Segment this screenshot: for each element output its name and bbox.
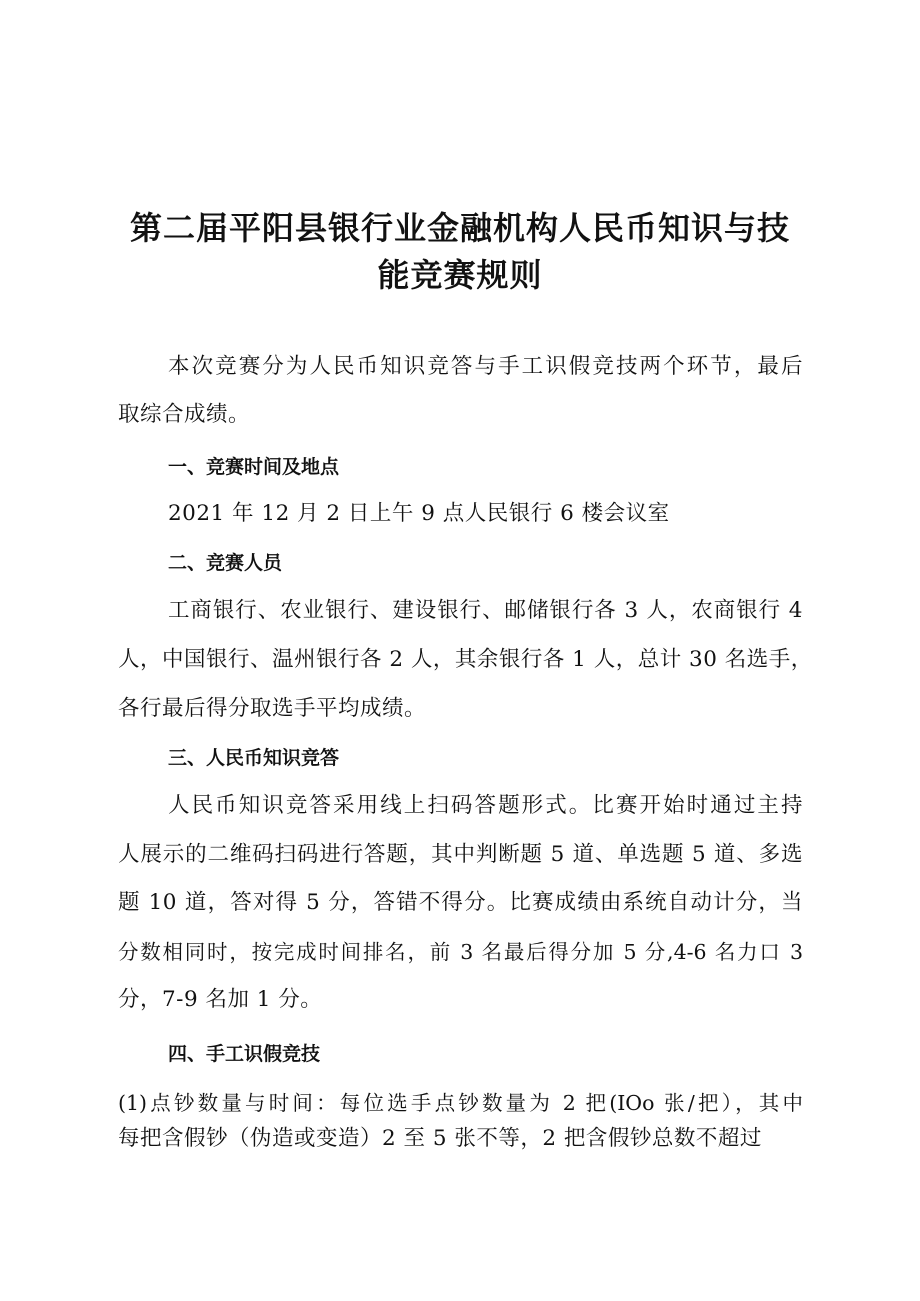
document-title-line-2: 能竞赛规则 <box>377 256 543 294</box>
document-title-line-1: 第二届平阳县银行业金融机构人民币知识与技 <box>129 209 790 247</box>
time-location-text: 2021 年 12 月 2 日上午 9 点人民银行 6 楼会议室 <box>168 501 670 526</box>
section-heading-time-location: 一、竞赛时间及地点 <box>168 456 340 478</box>
section-heading-participants: 二、竞赛人员 <box>168 552 283 574</box>
counterfeit-detection-line-1: (1)点钞数量与时间：每位选手点钞数量为 2 把(IOo 张/把），其中 <box>118 1091 803 1115</box>
knowledge-quiz-line-4: 分数相同时，按完成时间排名，前 3 名最后得分加 5 分,4-6 名力口 3 <box>118 940 803 964</box>
participants-paragraph-line-3: 各行最后得分取选手平均成绩。 <box>118 696 427 721</box>
counterfeit-detection-line-2: 每把含假钞（伪造或变造）2 至 5 张不等，2 把含假钞总数不超过 <box>118 1126 762 1151</box>
knowledge-quiz-line-3: 题 10 道，答对得 5 分，答错不得分。比赛成绩由系统自动计分，当 <box>118 890 803 915</box>
participants-paragraph-line-2: 人，中国银行、温州银行各 2 人，其余银行各 1 人，总计 30 名选手， <box>118 647 813 672</box>
section-heading-knowledge-quiz: 三、人民币知识竞答 <box>168 747 340 769</box>
knowledge-quiz-line-1: 人民币知识竞答采用线上扫码答题形式。比赛开始时通过主持 <box>168 793 803 818</box>
intro-paragraph-line-2: 取综合成绩。 <box>118 402 251 427</box>
intro-paragraph-line-1: 本次竞赛分为人民币知识竞答与手工识假竞技两个环节，最后 <box>168 354 803 379</box>
participants-paragraph-line-1: 工商银行、农业银行、建设银行、邮储银行各 3 人，农商银行 4 <box>168 598 803 623</box>
knowledge-quiz-line-5: 分，7-9 名加 1 分。 <box>118 987 323 1012</box>
knowledge-quiz-line-2: 人展示的二维码扫码进行答题，其中判断题 5 道、单选题 5 道、多选 <box>118 842 803 867</box>
section-heading-counterfeit-detection: 四、手工识假竞技 <box>168 1043 321 1065</box>
